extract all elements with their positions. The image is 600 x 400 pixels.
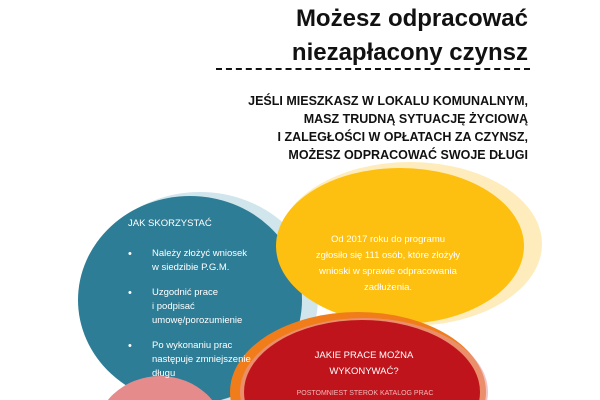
item-line: i podpisać — [152, 301, 195, 312]
list-item — [128, 286, 268, 328]
list-item — [128, 247, 268, 275]
red-bubble-heading — [280, 348, 448, 380]
steps-list — [128, 247, 268, 381]
subtitle-line-2: MASZ TRUDNĄ SYTUACJĘ ŻYCIOWĄ — [303, 112, 528, 126]
item-line: w siedzibie P.G.M. — [152, 262, 230, 273]
subtitle-line-1: JEŚLI MIESZKASZ W LOKALU KOMUNALNYM, — [248, 94, 528, 108]
item-line: • Po wykonaniu prac — [152, 340, 233, 351]
item-line: umowę/porozumienie — [152, 315, 243, 326]
teal-bubble-heading: JAK SKORZYSTAĆ — [128, 218, 212, 229]
item-line: • Uzgodnić prace — [152, 287, 219, 298]
title-line-1: Możesz odpracować — [295, 5, 528, 32]
subtitle-line-3: I ZALEGŁOŚCI W OPŁATACH ZA CZYNSZ, — [277, 130, 528, 144]
subtitle-line-4: MOŻESZ ODPRACOWAĆ SWOJE DŁUGI — [288, 148, 528, 162]
teal-bubble-content — [128, 217, 268, 392]
yellow-line: Od 2017 roku do programu — [330, 234, 446, 245]
item-line: następuje zmniejszenie — [152, 354, 251, 365]
yellow-line: wnioski w sprawie odpracowania — [319, 266, 457, 277]
red-line: JAKIE PRACE MOŻNA — [314, 350, 414, 361]
red-bubble-faded-text: POSTOMNIEST STEROK KATALOG PRAC — [296, 390, 434, 397]
yellow-line: zgłosiło się 111 osób, które złożyły — [315, 250, 461, 261]
yellow-bubble-content — [304, 232, 472, 296]
list-item — [128, 339, 268, 381]
red-line: WYKONYWAĆ? — [329, 366, 399, 377]
item-line: długu — [152, 368, 176, 379]
item-line: • Należy złożyć wniosek — [152, 248, 248, 259]
title-line-2: niezapłacony czynsz — [291, 39, 528, 66]
yellow-line: zadłużenia. — [363, 282, 413, 293]
